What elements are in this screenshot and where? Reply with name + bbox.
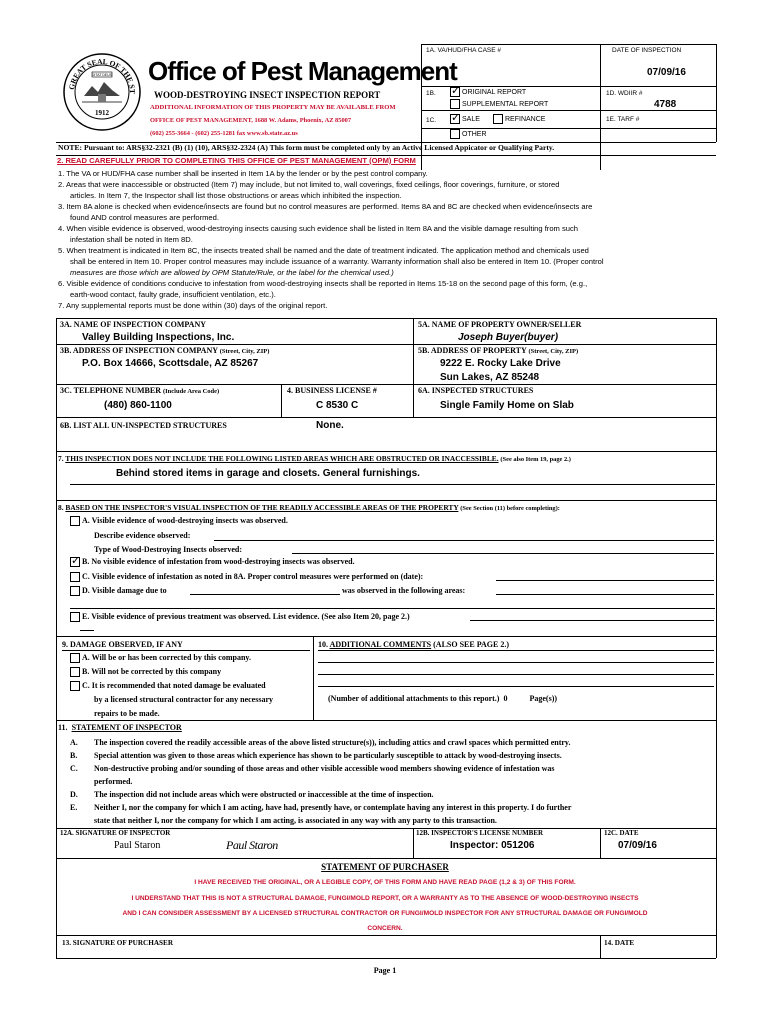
item-7-heading: 7. THIS INSPECTION DOES NOT INCLUDE THE FOLLOWING LISTED AREAS WHICH ARE OBSTRUCTED OR INACCESSIBLE. (See also Item 19, page 2.) xyxy=(58,454,571,463)
item-10-heading: 10. ADDITIONAL COMMENTS (ALSO SEE PAGE 2.) xyxy=(318,640,510,649)
item-1c-label: 1C. xyxy=(426,117,437,124)
company-address-value[interactable]: P.O. Box 14666, Scottsdale, AZ 85267 xyxy=(82,358,259,369)
item-9c-line-2: by a licensed structural contractor for any necessary xyxy=(94,695,274,704)
item-11-heading: 11. STATEMENT OF INSPECTOR xyxy=(58,723,182,732)
item-8d-checkbox[interactable] xyxy=(70,586,80,596)
statement-item: C. Non-destructive probing and/or sounding of those areas and other visible accessible wood members showing evidence of infestation was xyxy=(70,764,555,773)
item-9c-line-3: repairs to be made. xyxy=(94,709,160,718)
inspector-signature-label: 12A. SIGNATURE OF INSPECTOR xyxy=(60,829,171,837)
signature-date-value[interactable]: 07/09/16 xyxy=(618,840,657,851)
instruction-line: articles. In Item 7, the Inspector shall list those obstructions or areas which inhibited the inspection. xyxy=(70,191,402,200)
tarf-label: 1E. TARF # xyxy=(606,116,640,123)
item-8-describe-label: Describe evidence observed: xyxy=(94,531,191,540)
purchaser-date-label[interactable]: 14. DATE xyxy=(604,939,635,947)
svg-text:1912: 1912 xyxy=(95,109,109,117)
item-7-value[interactable]: Behind stored items in garage and closets. General furnishings. xyxy=(116,468,420,479)
inspector-statement-list xyxy=(70,738,571,829)
statement-item: A. The inspection covered the readily accessible areas of the above listed structure(s)), including attics and crawl spaces which permitted entry. xyxy=(70,738,571,747)
owner-name-value[interactable]: Joseph Buyer(buyer) xyxy=(458,332,559,343)
refinance-label: REFINANCE xyxy=(505,115,546,123)
sale-label: SALE xyxy=(462,115,480,123)
purchaser-line-3: AND I CAN CONSIDER ASSESSMENT BY A LICENSED STRUCTURAL CONTRACTOR OR FUNGI/MOLD INSPECTOR FOR ANY STRUCTURAL DAMAGE OR FUNGI/MOLD xyxy=(122,910,648,917)
arizona-seal xyxy=(62,52,142,132)
company-phone-value[interactable]: (480) 860-1100 xyxy=(104,400,172,411)
item-8d[interactable]: D. Visible damage due to xyxy=(70,586,167,596)
uninspected-structures-label: 6B. LIST ALL UN-INSPECTED STRUCTURES xyxy=(60,421,227,430)
instruction-line: 6. Visible evidence of conditions conducive to infestation from wood-destroying insects shall be reported in Items 15-18 on the second page of this form, (e.g., xyxy=(58,279,588,288)
instruction-line: 3. Item 8A alone is checked when evidence/insects are found but no control measures are performed. Items 8A and 8C are checked when evidence/insects are xyxy=(58,202,593,211)
company-name-value[interactable]: Valley Building Inspections, Inc. xyxy=(82,332,235,343)
item-8a-checkbox[interactable] xyxy=(70,516,80,526)
item-8-type-label: Type of Wood-Destroying Insects observed: xyxy=(94,545,242,554)
supplemental-report-option[interactable] xyxy=(450,99,548,109)
item-8e[interactable]: E. Visible evidence of previous treatment was observed. List evidence. (See also Item 20, page 2.) xyxy=(70,612,410,622)
item-8-heading: 8. BASED ON THE INSPECTOR'S VISUAL INSPECTION OF THE READILY ACCESSIBLE AREAS OF THE PROPERTY (See Section (11) before completing): xyxy=(58,503,560,512)
purchaser-line-1: I HAVE RECEIVED THE ORIGINAL, OR A LEGIBLE COPY, OF THIS FORM AND HAVE READ PAGE (1,2 & 3) OF THIS FORM. xyxy=(194,879,576,886)
other-label: OTHER xyxy=(462,130,487,138)
instruction-line: shall be entered in Item 10. Proper control measures may include issuance of a warranty. Warranty information shall also be entered in Item 10. (Proper control xyxy=(70,257,604,266)
original-report-checkbox[interactable] xyxy=(450,87,460,97)
instruction-line: 4. When visible evidence is observed, wood-destroying insects causing such evidence shall be listed in Item 8A and the visible damage resulting from such xyxy=(58,224,579,233)
instruction-line: 7. Any supplemental reports must be done within (30) days of the original report. xyxy=(58,301,328,310)
purchaser-line-4: CONCERN. xyxy=(367,925,403,932)
item-1b-label: 1B. xyxy=(426,90,436,97)
owner-name-label: 5A. NAME OF PROPERTY OWNER/SELLER xyxy=(418,320,582,329)
purchaser-statement-heading: STATEMENT OF PURCHASER xyxy=(321,862,449,872)
instruction-line: 5. When treatment is indicated in Item 8C, the insects treated shall be named and the date of treatment indicated. The application method and chemicals used xyxy=(58,246,589,255)
red-info-line-1: ADDITIONAL INFORMATION OF THIS PROPERTY MAY BE AVAILABLE FROM xyxy=(150,104,396,111)
statement-item: performed. xyxy=(94,777,133,786)
item-9b[interactable]: B. Will not be corrected by this company xyxy=(70,667,221,677)
attachments-line: (Number of additional attachments to this report.) 0 Page(s)) xyxy=(328,694,558,703)
instruction-line: earth-wood contact, faulty grade, insufficient ventilation, etc.). xyxy=(70,290,276,299)
item-9a[interactable]: A. Will be or has been corrected by this company. xyxy=(70,653,251,663)
inspected-structures-value[interactable]: Single Family Home on Slab xyxy=(440,400,574,411)
wdiir-value[interactable]: 4788 xyxy=(654,99,677,110)
sale-checkbox[interactable] xyxy=(450,114,460,124)
item-9b-checkbox[interactable] xyxy=(70,667,80,677)
supplemental-report-label: SUPPLEMENTAL REPORT xyxy=(462,100,549,108)
original-report-option[interactable] xyxy=(450,87,526,97)
original-report-label: ORIGINAL REPORT xyxy=(462,88,527,96)
inspector-license-value[interactable]: Inspector: 051206 xyxy=(450,840,535,851)
instruction-line: found AND control measures are performed. xyxy=(70,213,219,222)
item-9c[interactable]: C. It is recommended that noted damage be evaluated xyxy=(70,681,266,691)
refinance-checkbox[interactable] xyxy=(493,114,503,124)
inspected-structures-label: 6A. INSPECTED STRUCTURES xyxy=(418,386,534,395)
property-address-line-1[interactable]: 9222 E. Rocky Lake Drive xyxy=(440,358,561,369)
statement-item: D. The inspection did not include areas which were obstructed or inaccessible at the time of inspection. xyxy=(70,790,434,799)
purchaser-line-2: I UNDERSTAND THAT THIS IS NOT A STRUCTURAL DAMAGE, FUNGI/MOLD REPORT, OR A WARRANTY AS TO THE ABSENCE OF WOOD-DESTROYING INSECTS xyxy=(131,895,639,902)
item-8d-areas-label: was observed in the following areas: xyxy=(342,586,466,595)
instruction-line: measures are those which are allowed by OPM Statute/Rule, or the label for the chemical used.) xyxy=(70,268,394,277)
company-name-label: 3A. NAME OF INSPECTION COMPANY xyxy=(60,320,206,329)
wdiir-label: 1D. WDIIR # xyxy=(606,90,643,97)
item-9-heading: 9. DAMAGE OBSERVED, IF ANY xyxy=(62,640,183,649)
statement-item: E. Neither I, nor the company for which I am acting, have had, presently have, or contemplate having any interest in this property. I do further xyxy=(70,803,572,812)
svg-text:GREAT SEAL OF THE STATE OF ARI: GREAT SEAL OF THE ST xyxy=(67,56,138,94)
attachments-count: 0 xyxy=(503,694,508,703)
item-8c-checkbox[interactable] xyxy=(70,572,80,582)
property-address-line-2[interactable]: Sun Lakes, AZ 85248 xyxy=(440,372,540,383)
svg-text:DITAT DEUS: DITAT DEUS xyxy=(91,73,113,77)
refinance-option[interactable] xyxy=(493,114,545,124)
inspector-printed-name: Paul Staron xyxy=(114,840,161,851)
item-9c-checkbox[interactable] xyxy=(70,681,80,691)
date-of-inspection-value[interactable]: 07/09/16 xyxy=(647,67,686,78)
signature-date-label: 12C. DATE xyxy=(604,829,639,837)
property-address-label: 5B. ADDRESS OF PROPERTY (Street, City, ZIP) xyxy=(418,346,579,355)
company-address-label: 3B. ADDRESS OF INSPECTION COMPANY (Street, City, ZIP) xyxy=(60,346,270,355)
inspector-license-label: 12B. INSPECTOR'S LICENSE NUMBER xyxy=(416,829,544,837)
uninspected-structures-value[interactable]: None. xyxy=(316,420,344,431)
statement-item: state that neither I, nor the company for which I am acting, is associated in any way with any party to this transaction. xyxy=(94,816,497,825)
statement-item: B. Special attention was given to those areas which experience has shown to be particularly susceptible to attack by wood-destroying insects. xyxy=(70,751,562,760)
red-info-line-3: (602) 255-3664 - (602) 255-1281 fax www.sb.state.az.us xyxy=(150,130,298,137)
company-phone-label: 3C. TELEPHONE NUMBER (Include Area Code) xyxy=(60,386,220,395)
date-of-inspection-label: DATE OF INSPECTION xyxy=(612,47,682,54)
report-subtitle: WOOD-DESTROYING INSECT INSPECTION REPORT xyxy=(154,90,381,100)
item-8b-checkbox[interactable] xyxy=(70,557,80,567)
page-number: Page 1 xyxy=(373,966,397,975)
purchaser-signature-label[interactable]: 13. SIGNATURE OF PURCHASER xyxy=(62,939,174,947)
legal-note: NOTE: Pursuant to: ARS§32-2321 (B) (1) (10), ARS§32-2324 (A) This form must be completed only by an Active Licensed Appicator or Qualifying Party. xyxy=(58,143,555,152)
other-checkbox[interactable] xyxy=(450,129,460,139)
case-number-label: 1A. VA/HUD/FHA CASE # xyxy=(426,47,502,54)
item-8c[interactable]: C. Visible evidence of infestation as noted in 8A. Proper control measures were performed on (date): xyxy=(70,572,423,582)
instruction-line: infestation shall be noted in Item 8D. xyxy=(70,235,193,244)
page-title: Office of Pest Management xyxy=(148,56,457,86)
sale-option[interactable] xyxy=(450,114,480,124)
instructions-heading: 2. READ CAREFULLY PRIOR TO COMPLETING THIS OFFICE OF PEST MANAGEMENT (OPM) FORM xyxy=(57,156,416,165)
other-option[interactable] xyxy=(450,129,487,139)
instructions-list xyxy=(58,168,604,311)
item-8a[interactable]: A. Visible evidence of wood-destroying insects was observed. xyxy=(70,516,288,526)
item-9a-checkbox[interactable] xyxy=(70,653,80,663)
instruction-line: 2. Areas that were inaccessible or obstructed (Item 7) may include, but not limited to, wall coverings, fixed ceilings, floor coverings, furniture, or stored xyxy=(58,180,560,189)
item-8b[interactable]: ✓B. No visible evidence of infestation from wood-destroying insects was observed. xyxy=(70,557,355,567)
business-license-label: 4. BUSINESS LICENSE # xyxy=(287,386,377,395)
business-license-value[interactable]: C 8530 C xyxy=(316,400,359,411)
instruction-line: 1. The VA or HUD/FHA case number shall be inserted in Item 1A by the lender or by the pest control company. xyxy=(58,169,428,178)
red-info-line-2: OFFICE OF PEST MANAGEMENT, 1688 W. Adams, Phoenix, AZ 85007 xyxy=(150,117,352,124)
inspector-signature[interactable]: Paul Staron xyxy=(226,838,278,852)
item-8e-checkbox[interactable] xyxy=(70,612,80,622)
supplemental-report-checkbox[interactable] xyxy=(450,99,460,109)
